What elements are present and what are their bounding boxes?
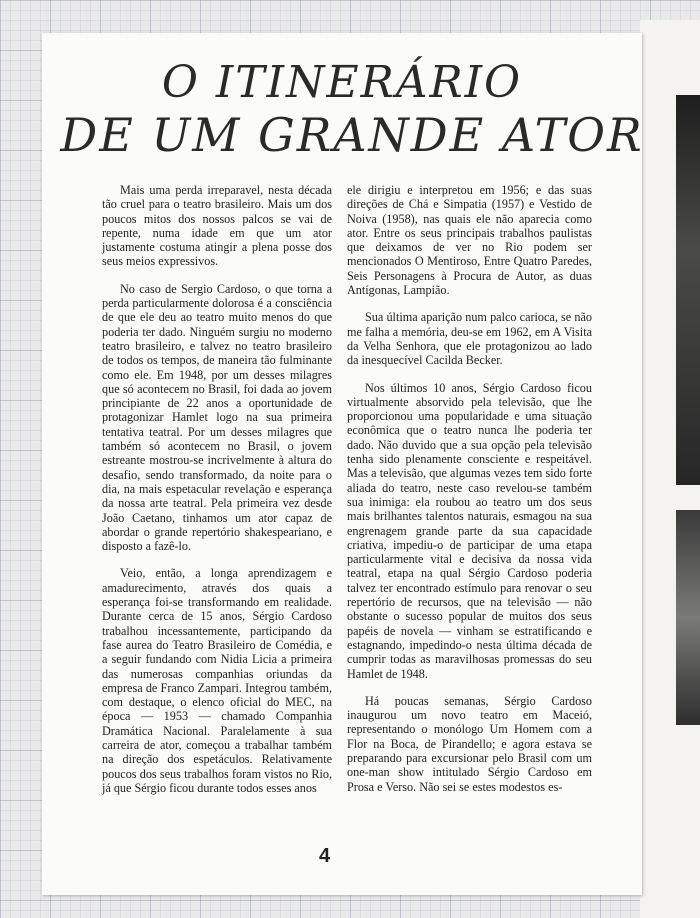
left-paragraph-1: Mais uma perda irreparavel, nesta década tão cruel para o teatro brasileiro. Mais um dos poucos mitos dos nossos palcos se vai de repente, numa idade em que um ator justamente costuma atingir a plena posse dos seus meios expressivos. (102, 183, 332, 269)
left-paragraph-3: Veio, então, a longa aprendizagem e amadurecimento, através dos quais a esperança foi-se transformando em realidade. Durante cerca de 15 anos, Sérgio Cardoso trabalhou incessantemente, participando da fase aurea do Teatro Brasileiro de Comédia, e a seguir fundando com Nidia Licia a primeira das numerosas companhias oriundas da empresa de Franco Zampari. Integrou também, com destaque, o elenco oficial do MEC, na época — 1953 — chamado Companhia Dramática Nacional. Paralelamente à sua carreira de ator, começou a trabalhar também na direção dos espetáculos. Relativamente poucos dos seus trabalhos foram vistos no Rio, já que Sérgio ficou durante todos esses anos (102, 566, 332, 795)
right-paragraph-4: Há poucas semanas, Sérgio Cardoso inaugurou um novo teatro em Maceió, representando o monólogo Um Homem com a Flor na Boca, de Pirandello; e agora estava se preparando para excursionar pelo Brasil com um one-man show intitulado Sérgio Cardoso em Prosa e Verso. Não sei se estes modestos es- (347, 693, 592, 794)
left-paragraph-2: No caso de Sergio Cardoso, o que torna a perda particularmente dolorosa é a consciência de que ele deu ao teatro muito menos do que poderia ter dado. Ninguém surgiu no moderno teatro brasileiro, e talvez no teatro brasileiro de todos os tempos, de maneira tão fulminante como ele. Em 1948, por um desses milagres que só acontecem no Brasil, foi dada ao jovem principiante de 22 anos a oportunidade de protagonizar Hamlet logo na sua primeira tentativa teatral. Por um desses milagres que também só acontecem no Brasil, o jovem estreante mostrou-se incrivelmente à altura do desafio, sendo transformado, da noite para o dia, na mais espetacular revelação e esperança da nossa arte teatral. Pela primeira vez desde João Caetano, tinhamos um ator capaz de abordar o grande repertório shakespeariano, e disposto a fazê-lo. (102, 281, 332, 554)
right-paragraph-2: Sua última aparição num palco carioca, se não me falha a memória, deu-se em 1962, em A Visita da Velha Senhora, que ele protagonizou ao lado da inesquecível Cacilda Becker. (347, 310, 592, 368)
right-column (347, 183, 592, 807)
headline-line-2: DE UM GRANDE ATOR (60, 108, 644, 162)
left-column (102, 183, 332, 808)
right-paragraph-1: ele dirigiu e interpretou em 1956; e das suas direções de Chá e Simpatia (1957) e Vestido de Noiva (1958), nas quais ele não aparecia como ator. Entre os seus principais trabalhos paulistas que deixamos de ver no Rio podem ser mencionados O Mentiroso, Entre Quatro Paredes, Seis Personagens à Procura de Autor, as duas Antígonas, Lampião. (347, 183, 592, 298)
headline-line-1: O ITINERÁRIO (161, 57, 523, 108)
adjacent-photo-top (676, 95, 700, 485)
adjacent-photo-bottom (676, 510, 700, 725)
page-number: 4 (319, 845, 331, 867)
right-paragraph-3: Nos últimos 10 anos, Sérgio Cardoso ficou virtualmente absorvido pela televisão, que lhe proporcionou uma popularidade e uma situação econômica que o teatro nunca lhe poderia ter dado. Não duvido que a sua opção pela televisão tenha sido plenamente consciente e respeitável. Mas a televisão, que algumas vezes tem sido forte aliada do teatro, neste caso revelou-se também sua inimiga: ela roubou ao teatro um dos seus mais brilhantes talentos naturais, esmagou na sua engrenagem grande parte da sua capacidade criativa, impediu-o de participar de uma etapa particularmente vital e decisiva da nossa vida teatral, etapa na qual Sérgio Cardoso poderia talvez ter encontrado estímulo para renovar o seu repertório de recursos, que na televisão — não obstante o sucesso popular de muitos dos seus papéis de novela — vinham se estratificando e estagnando, impedindo-o nesta última década de cumprir todas as maravilhosas promessas do seu Hamlet de 1948. (347, 380, 592, 681)
document-page (42, 33, 642, 895)
